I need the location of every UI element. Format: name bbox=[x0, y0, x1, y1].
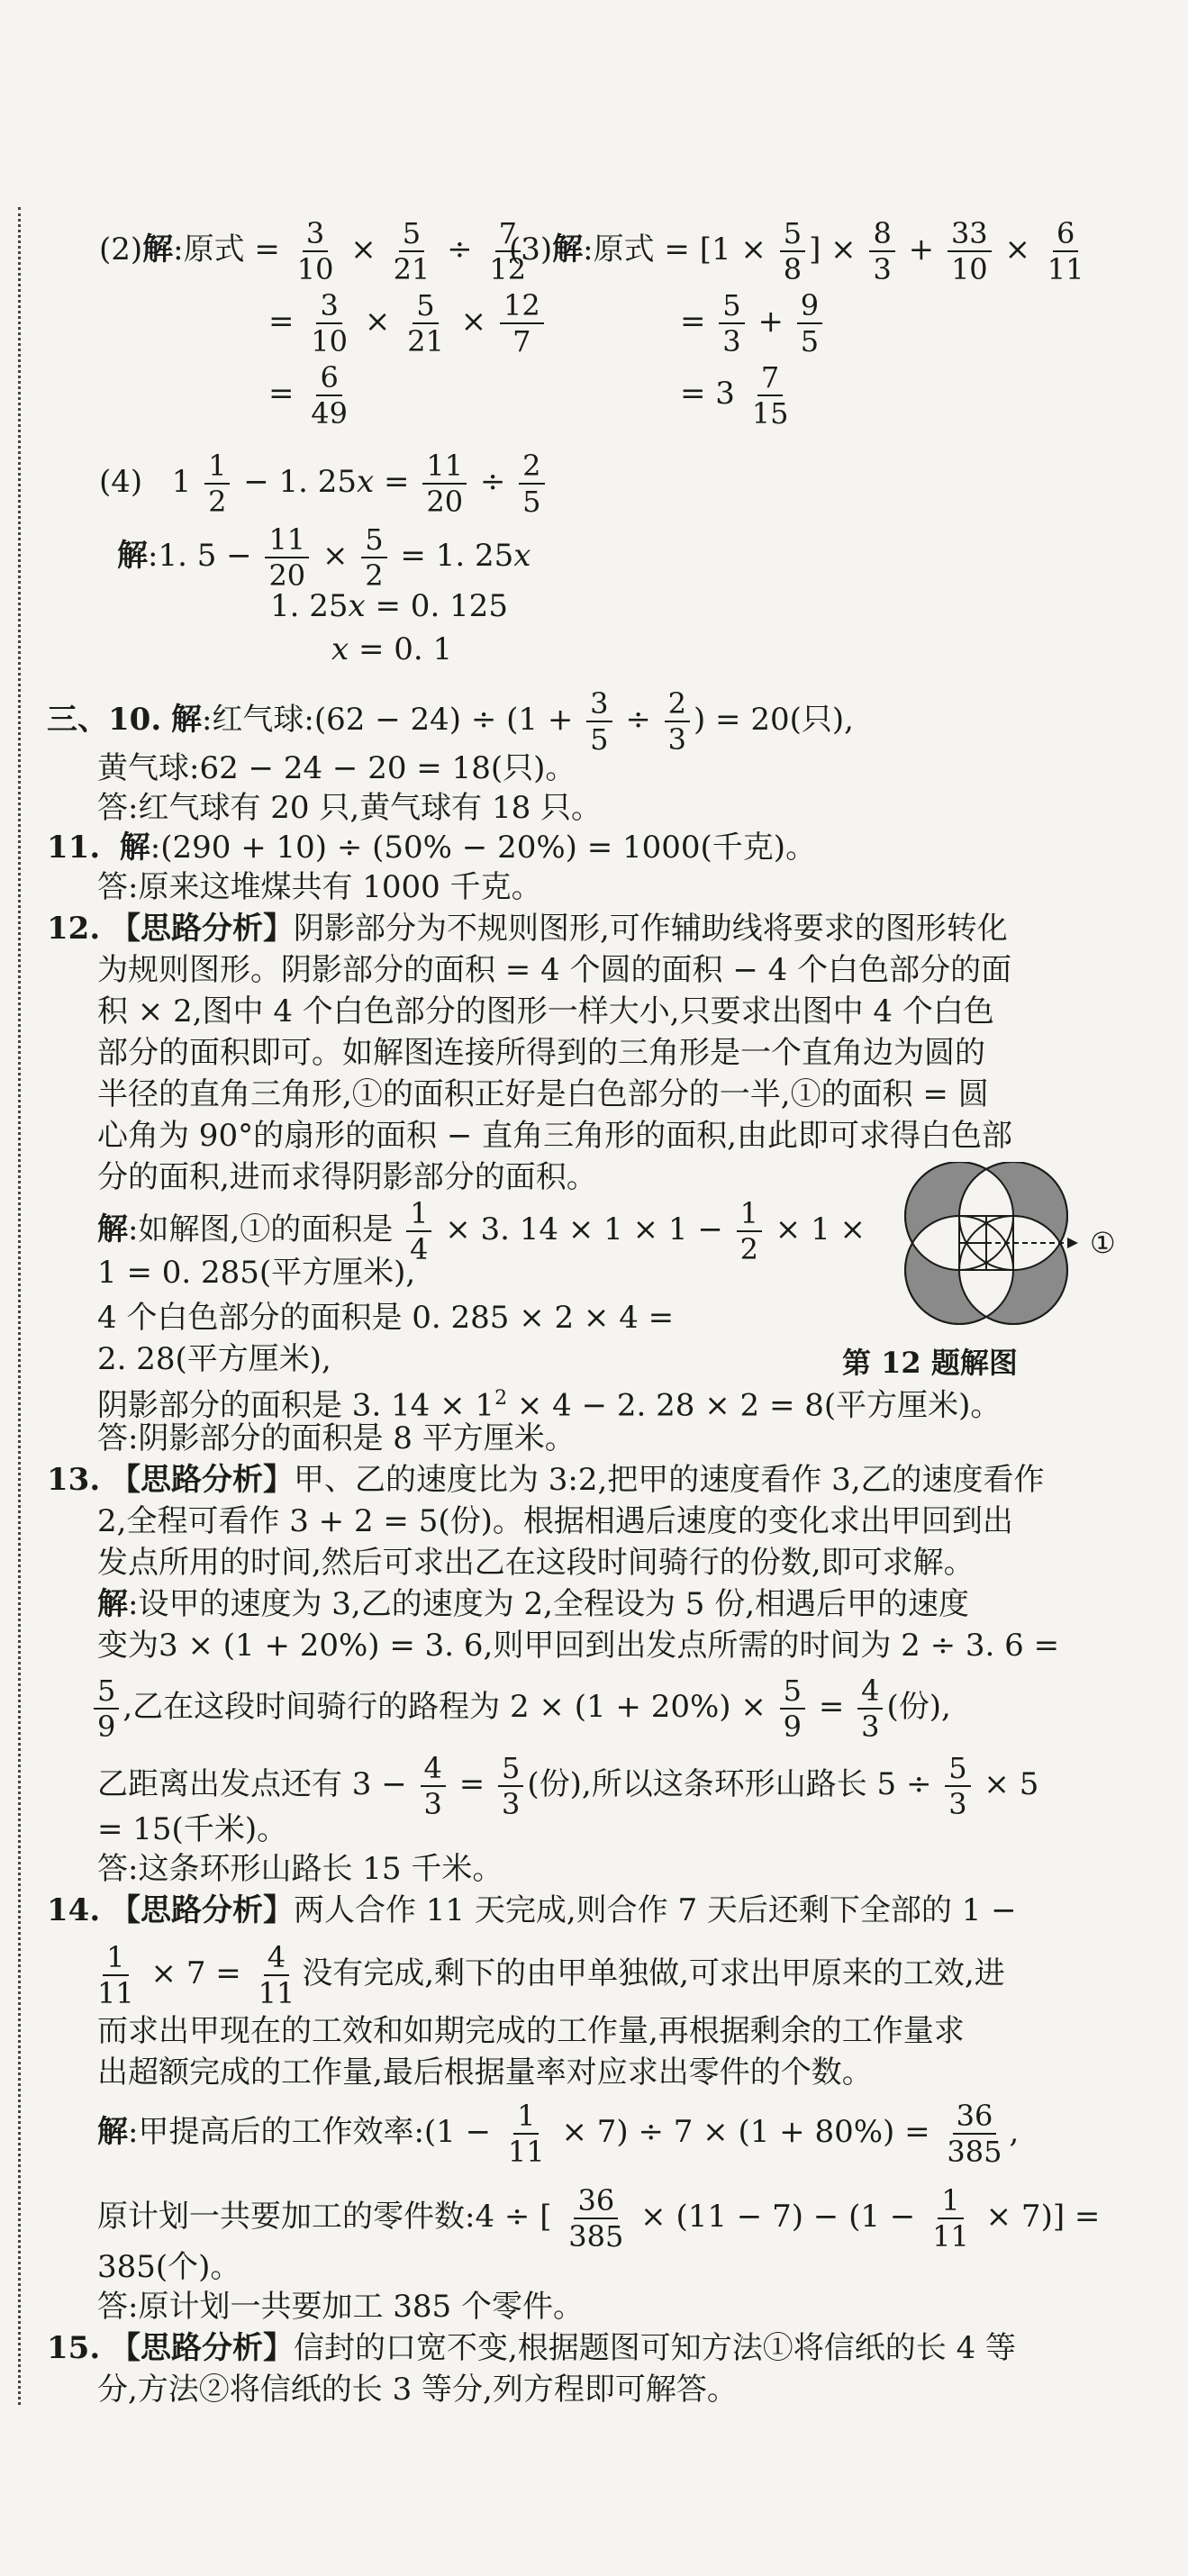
arrow-head bbox=[1067, 1238, 1078, 1248]
q12-analysis-line3: 积 × 2,图中 4 个白色部分的图形一样大小,只要求出图中 4 个白色 bbox=[97, 993, 994, 1029]
q15-analysis-line1: 15. 【思路分析】信封的口宽不变,根据题图可知方法①将信纸的长 4 等 bbox=[47, 2330, 1017, 2366]
q4-line4: x = 0. 1 bbox=[331, 631, 453, 667]
q14-analysis-line2: $\frac{1}{11}$ × 7 = $\frac{4}{11}$ 没有完成,剩下的由甲单独做,可求出甲原来的工效,进 bbox=[97, 1940, 1005, 2010]
q15-analysis-line2: 分,方法②将信纸的长 3 等分,列方程即可解答。 bbox=[97, 2372, 738, 2408]
q13-solution-line5: = 15(千米)。 bbox=[97, 1811, 288, 1847]
q12-analysis-line7: 分的面积,进而求得阴影部分的面积。 bbox=[97, 1159, 597, 1195]
q10-answer: 答:红气球有 20 只,黄气球有 18 只。 bbox=[97, 790, 603, 826]
q4-line1: (4) 1 $\frac{1}{2}$ − 1. 25x = $\frac{11}{20}$ ÷ $\frac{2}{5}$ bbox=[99, 449, 549, 519]
q12-answer: 答:阴影部分的面积是 8 平方厘米。 bbox=[97, 1420, 576, 1456]
q2-line1: (2)解:原式 = $\frac{3}{10}$ × $\frac{5}{21}$ ÷ $\frac{7}{12}$ bbox=[99, 216, 527, 286]
q14-analysis-line3: 而求出甲现在的工效和如期完成的工作量,再根据剩余的工作量求 bbox=[97, 2013, 965, 2049]
q12-analysis-line2: 为规则图形。阴影部分的面积 = 4 个圆的面积 − 4 个白色部分的面 bbox=[97, 952, 1012, 988]
q2-line2: = $\frac{3}{10}$ × $\frac{5}{21}$ × $\frac{12}{7}$ bbox=[268, 288, 548, 358]
q3-line2: = $\frac{5}{3}$ + $\frac{9}{5}$ bbox=[680, 288, 826, 358]
q3-line3: = 3 $\frac{7}{15}$ bbox=[680, 360, 789, 431]
q12-solution-line3: 4 个白色部分的面积是 0. 285 × 2 × 4 = bbox=[97, 1300, 675, 1336]
q14-solution-line1: 解:甲提高后的工作效率:(1 − $\frac{1}{11}$ × 7) ÷ 7 × (1 + 80%) = $\frac{36}{385}$ , bbox=[97, 2099, 1020, 2169]
binding-cut-line bbox=[18, 207, 21, 2405]
q12-solution-line2: 1 = 0. 285(平方厘米), bbox=[97, 1255, 416, 1291]
q11-line1: 11. 解:(290 + 10) ÷ (50% − 20%) = 1000(千克)。 bbox=[47, 830, 817, 866]
q14-solution-line2: 原计划一共要加工的零件数:4 ÷ [ $\frac{36}{385}$ × (11 − 7) − (1 − $\frac{1}{11}$ × 7)] = bbox=[97, 2183, 1101, 2254]
q13-analysis-line2: 2,全程可看作 3 + 2 = 5(份)。根据相遇后速度的变化求出甲回到出 bbox=[97, 1503, 1013, 1539]
q10-line1: 三、10. 解:红气球:(62 − 24) ÷ (1 + $\frac{3}{5}$ ÷ $\frac{2}{3}$ ) = 20(只), bbox=[47, 686, 854, 757]
q12-solution-line4: 2. 28(平方厘米), bbox=[97, 1341, 331, 1377]
figure-region-label: ① bbox=[1090, 1226, 1116, 1260]
q13-solution-line4: 乙距离出发点还有 3 − $\frac{4}{3}$ = $\frac{5}{3}$ (份),所以这条环形山路长 5 ÷ $\frac{5}{3}$ × 5 bbox=[97, 1751, 1039, 1821]
q14-answer: 答:原计划一共要加工 385 个零件。 bbox=[97, 2289, 584, 2325]
q12-analysis-line4: 部分的面积即可。如解图连接所得到的三角形是一个直角边为圆的 bbox=[97, 1035, 985, 1071]
q2-line3: = $\frac{6}{49}$ bbox=[268, 360, 349, 431]
q4-line2: 解:1. 5 − $\frac{11}{20}$ × $\frac{5}{2}$ = 1. 25x bbox=[117, 522, 531, 593]
q14-solution-line3: 385(个)。 bbox=[97, 2249, 241, 2285]
q12-analysis-line6: 心角为 90°的扇形的面积 − 直角三角形的面积,由此即可求得白色部 bbox=[97, 1118, 1012, 1154]
q13-analysis-line3: 发点所用的时间,然后可求出乙在这段时间骑行的份数,即可求解。 bbox=[97, 1545, 975, 1581]
figure-caption: 第 12 题解图 bbox=[842, 1346, 1018, 1380]
q13-solution-line3: $\frac{5}{9}$ ,乙在这段时间骑行的路程为 2 × (1 + 20%) × $\frac{5}{9}$ = $\frac{4}{3}$ (份), bbox=[90, 1673, 951, 1744]
q13-answer: 答:这条环形山路长 15 千米。 bbox=[97, 1851, 503, 1887]
q12-solution-line1: 解:如解图,①的面积是 $\frac{1}{4}$ × 3. 14 × 1 × 1 − $\frac{1}{2}$ × 1 × bbox=[97, 1196, 866, 1266]
q11-answer: 答:原来这堆煤共有 1000 千克。 bbox=[97, 869, 542, 905]
q13-analysis-line1: 13. 【思路分析】甲、乙的速度比为 3:2,把甲的速度看作 3,乙的速度看作 bbox=[47, 1462, 1045, 1498]
q12-solution-line5: 阴影部分的面积是 3. $14 \times 1^2 \times 4 - 2$. 28 × 2 = 8(平方厘米)。 bbox=[97, 1387, 1002, 1424]
q10-line2: 黄气球:62 − 24 − 20 = 18(只)。 bbox=[97, 750, 576, 786]
q14-analysis-line1: 14. 【思路分析】两人合作 11 天完成,则合作 7 天后还剩下全部的 1 − bbox=[47, 1892, 1017, 1928]
q12-analysis-line1: 12. 【思路分析】阴影部分为不规则图形,可作辅助线将要求的图形转化 bbox=[47, 911, 1008, 947]
q13-solution-line2: 变为3 × (1 + 20%) = 3. 6,则甲回到出发点所需的时间为 2 ÷ 3. 6 = bbox=[97, 1628, 1060, 1664]
q12-analysis-line5: 半径的直角三角形,①的面积正好是白色部分的一半,①的面积 = 圆 bbox=[97, 1076, 989, 1112]
q13-solution-line1: 解:设甲的速度为 3,乙的速度为 2,全程设为 5 份,相遇后甲的速度 bbox=[97, 1586, 970, 1622]
q4-line3: 1. 25x = 0. 125 bbox=[270, 588, 508, 624]
q3-line1: (3)解:原式 = [1 × $\frac{5}{8}$ ] × $\frac{8}{3}$ + $\frac{33}{10}$ × $\frac{6}{11}$ bbox=[509, 216, 1084, 286]
q14-analysis-line4: 出超额完成的工作量,最后根据量率对应求出零件的个数。 bbox=[97, 2054, 873, 2091]
